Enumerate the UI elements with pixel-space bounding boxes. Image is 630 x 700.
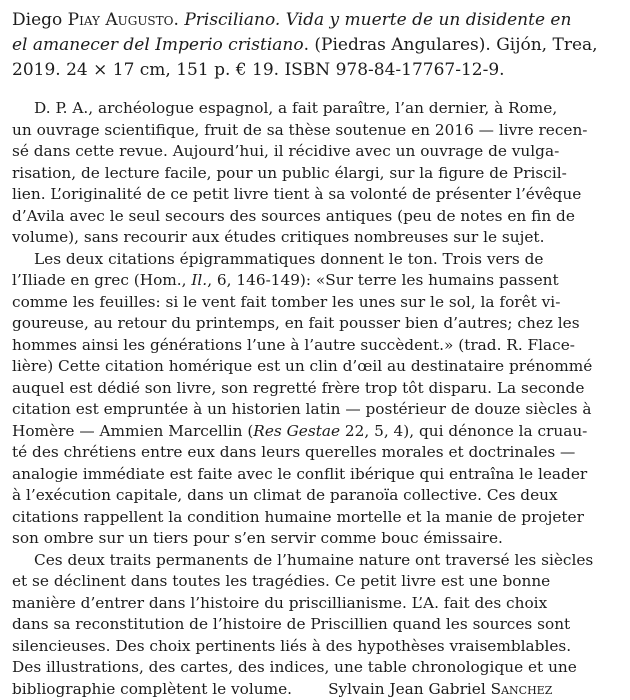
author-first-name: Diego — [12, 10, 62, 30]
body-line: D. P. A., archéologue espagnol, a fait paraître, l’an dernier, à Rome, — [12, 98, 618, 120]
body-line: Ces deux traits permanents de l’humaine nature ont traversé les siècles — [12, 550, 618, 572]
body-line: un ouvrage scientifique, fruit de sa thèse soutenue en 2016 — livre recen- — [12, 120, 618, 142]
body-line: à l’exécution capitale, dans un climat de paranoïa collective. Ces deux — [12, 485, 618, 507]
author-last-name: Piay Augusto — [68, 10, 174, 30]
body-line: té des chrétiens entre eux dans leurs querelles morales et doctrinales — — [12, 442, 618, 464]
header-line-3: 2019. 24 × 17 cm, 151 p. € 19. ISBN 978-84-17767-12-9. — [12, 58, 618, 83]
review-body — [12, 98, 618, 700]
body-line-with-signature — [12, 679, 618, 700]
body-line: d’Avila avec le seul secours des sources antiques (peu de notes en fin de — [12, 206, 618, 228]
body-line: Des illustrations, des cartes, des indices, une table chronologique et une — [12, 657, 618, 679]
reviewer-first-names: Sylvain Jean Gabriel — [328, 680, 486, 698]
text-span: 22, 5, 4), qui dénonce la cruau- — [340, 422, 587, 440]
body-line: citation est empruntée à un historien latin — postérieur de douze siècles à — [12, 399, 618, 421]
header-line-1: Diego Piay Augusto. Prisciliano. Vida y muerte de un disidente en — [12, 8, 618, 33]
body-line: manière d’entrer dans l’histoire du priscillianisme. L’A. fait des choix — [12, 593, 618, 615]
body-line: Les deux citations épigrammatiques donnent le ton. Trois vers de — [12, 249, 618, 271]
iliad-abbrev: Il. — [191, 271, 207, 289]
header-line-2 — [12, 33, 618, 58]
body-line: comme les feuilles: si le vent fait tomber les unes sur le sol, la forêt vi- — [12, 292, 618, 314]
bibliographic-header — [12, 8, 618, 83]
body-line: volume), sans recourir aux études critiques nombreuses sur le sujet. — [12, 227, 618, 249]
text-span: bibliographie complètent le volume. — [12, 680, 292, 698]
text-span: l’Iliade en grec (Hom., — [12, 271, 191, 289]
body-line: et se déclinent dans toutes les tragédies. Ce petit livre est une bonne — [12, 571, 618, 593]
body-line — [12, 270, 618, 292]
body-line: lière) Cette citation homérique est un clin d’œil au destinataire prénommé — [12, 356, 618, 378]
book-title-part-2: el amanecer del Imperio cristiano — [12, 35, 304, 55]
body-line: citations rappellent la condition humaine mortelle et la manie de projeter — [12, 507, 618, 529]
body-line: hommes ainsi les générations l’une à l’autre succèdent.» (trad. R. Flace- — [12, 335, 618, 357]
body-line: sé dans cette revue. Aujourd’hui, il récidive avec un ouvrage de vulga- — [12, 141, 618, 163]
book-title-part-1: Prisciliano. Vida y muerte de un disidente en — [184, 10, 571, 30]
reviewer-last-name: Sanchez — [491, 680, 553, 698]
body-line — [12, 421, 618, 443]
text-span: Homère — Ammien Marcellin ( — [12, 422, 253, 440]
body-line: lien. L’originalité de ce petit livre tient à sa volonté de présenter l’évêque — [12, 184, 618, 206]
body-line: dans sa reconstitution de l’histoire de Priscillien quand les sources sont — [12, 614, 618, 636]
body-line: analogie immédiate est faite avec le conflit ibérique qui entraîna le leader — [12, 464, 618, 486]
reviewer-signature — [328, 680, 552, 698]
body-line: silencieuses. Des choix pertinents liés à des hypothèses vraisemblables. — [12, 636, 618, 658]
text-span: , 6, 146-149): «Sur terre les humains passent — [207, 271, 558, 289]
publication-info: . (Piedras Angulares). Gijón, Trea, — [304, 35, 598, 55]
body-line: goureuse, au retour du printemps, en fait pousser bien d’autres; chez les — [12, 313, 618, 335]
res-gestae-title: Res Gestae — [253, 422, 340, 440]
body-line: auquel est dédié son livre, son regretté frère trop tôt disparu. La seconde — [12, 378, 618, 400]
body-line: risation, de lecture facile, pour un public élargi, sur la figure de Priscil- — [12, 163, 618, 185]
body-line: son ombre sur un tiers pour s’en servir comme bouc émissaire. — [12, 528, 618, 550]
